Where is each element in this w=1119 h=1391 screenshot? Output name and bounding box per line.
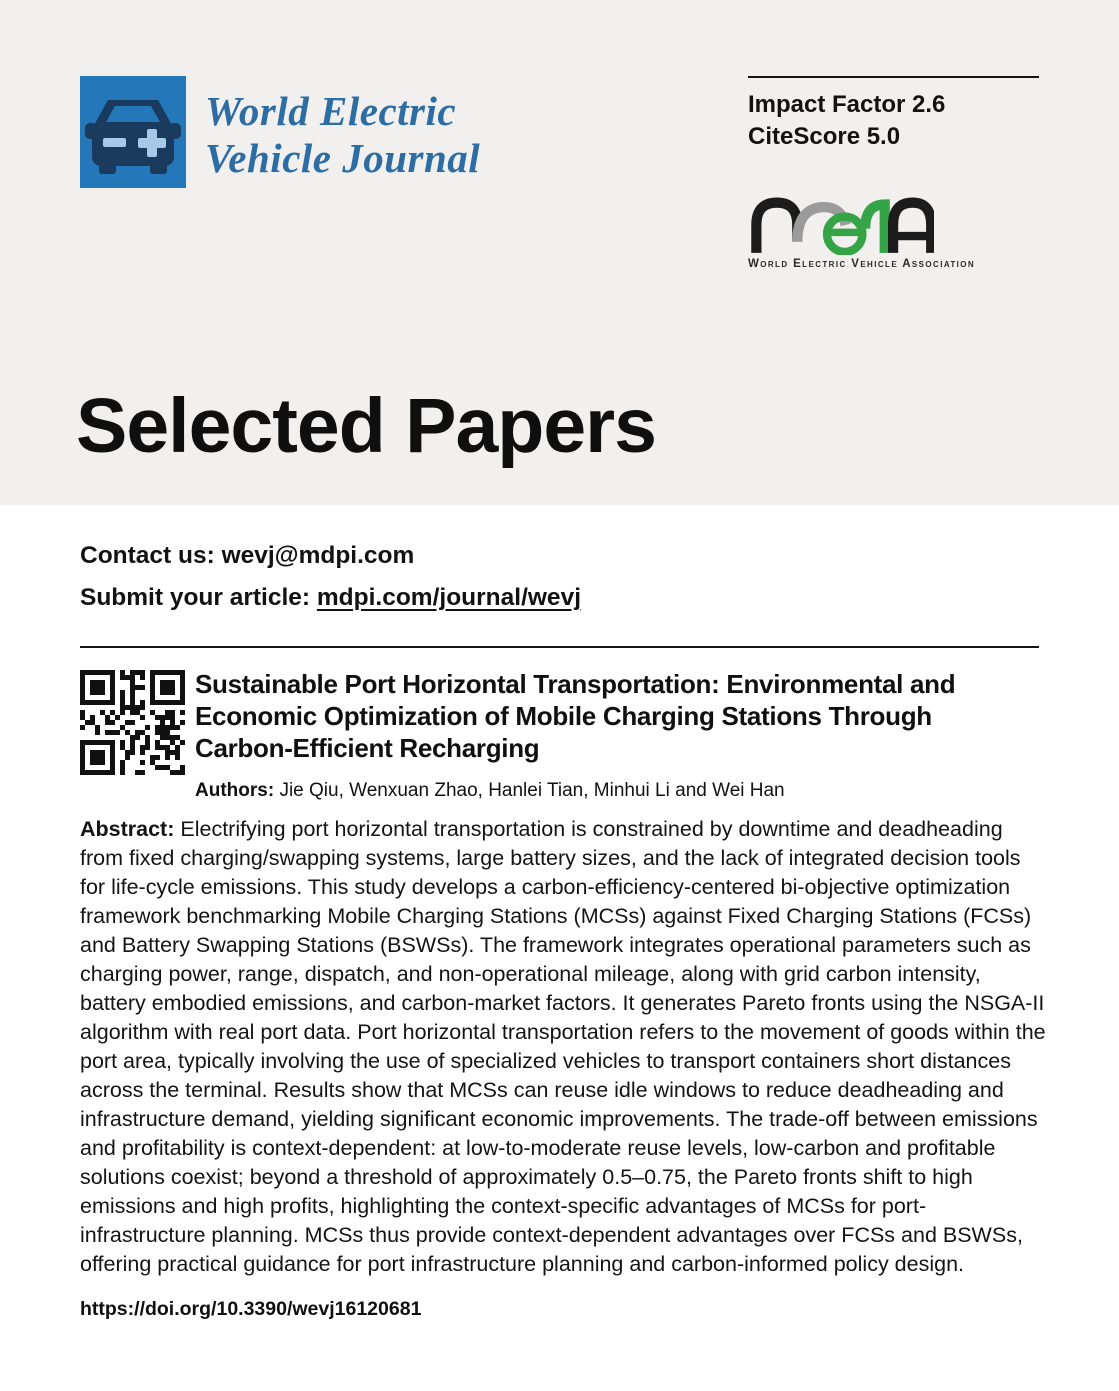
journal-name — [205, 76, 480, 188]
qr-code — [80, 670, 185, 775]
journal-name-line2: Vehicle Journal — [205, 134, 481, 181]
journal-metrics — [748, 76, 1039, 270]
paper-entry — [0, 668, 1119, 1321]
contact-section — [0, 505, 1119, 612]
paper-abstract — [80, 815, 1046, 1279]
header-top-row — [80, 76, 1039, 270]
paper-authors — [195, 780, 1033, 802]
abstract-text: Electrifying port horizontal transportation is constrained by downtime and deadheading from fixed charging/swapping systems, large battery sizes, and the lack of integrated decision tools for life-cycle emissions. This study develops a carbon-efficiency-centered bi-objective optimization framework benchmarking Mobile Charging Stations (MCSs) against Fixed Charging Stations (FCSs) and Battery Swapping Stations (BSWSs). The framework integrates operational parameters such as charging power, range, dispatch, and non-operational mileage, along with grid carbon intensity, battery embodied emissions, and carbon-market factors. It generates Pareto fronts using the NSGA-II algorithm with real port data. Port horizontal transportation refers to the movement of goods within the port area, typically involving the use of specialized vehicles to transport containers short distances across the terminal. Results show that MCSs can reuse idle windows to reduce deadheading and infrastructure demand, yielding significant economic improvements. The trade-off between emissions and profitability is context-dependent: at low-to-moderate reuse levels, low-carbon and profitable solutions coexist; beyond a threshold of approximately 0.5–0.75, the Pareto fronts shift to high emissions and high profits, highlighting the context-specific advantages of MCSs for port-infrastructure planning. MCSs thus provide context-dependent advantages over FCSs and BSWSs, offering practical guidance for port infrastructure planning and carbon-informed policy design. — [80, 817, 1046, 1276]
contact-email-link[interactable]: wevj@mdpi.com — [221, 542, 415, 569]
weva-logo-icon — [748, 193, 934, 255]
impact-factor: Impact Factor 2.6 — [748, 91, 946, 118]
paper-title-block — [195, 668, 1033, 802]
authors-label: Authors: — [195, 780, 275, 801]
submit-line — [80, 584, 1039, 612]
journal-brand — [80, 76, 480, 188]
header-band — [0, 0, 1119, 505]
citescore: CiteScore 5.0 — [748, 123, 901, 150]
section-divider — [80, 646, 1039, 648]
metrics-rule — [748, 76, 1039, 78]
contact-label: Contact us: — [80, 542, 222, 569]
paper-title: Sustainable Port Horizontal Transportation: Environmental and Economic Optimization of Mobile Charging Stations Through Carbon-Efficient Recharging — [195, 669, 956, 763]
authors-names: Jie Qiu, Wenxuan Zhao, Hanlei Tian, Minhui Li and Wei Han — [279, 780, 785, 801]
weva-caption: World Electric Vehicle Association — [748, 258, 976, 270]
weva-logo — [748, 193, 1039, 270]
ev-car-logo-icon — [80, 76, 186, 188]
page-title: Selected Papers — [76, 383, 656, 469]
paper-head — [80, 668, 1039, 802]
submit-label: Submit your article: — [80, 584, 317, 611]
journal-name-line1: World Electric — [205, 88, 457, 134]
contact-line — [80, 542, 1039, 570]
submit-article-link[interactable]: mdpi.com/journal/wevj — [316, 584, 581, 611]
abstract-label: Abstract: — [80, 817, 175, 841]
paper-doi-link[interactable]: https://doi.org/10.3390/wevj16120681 — [80, 1298, 422, 1320]
